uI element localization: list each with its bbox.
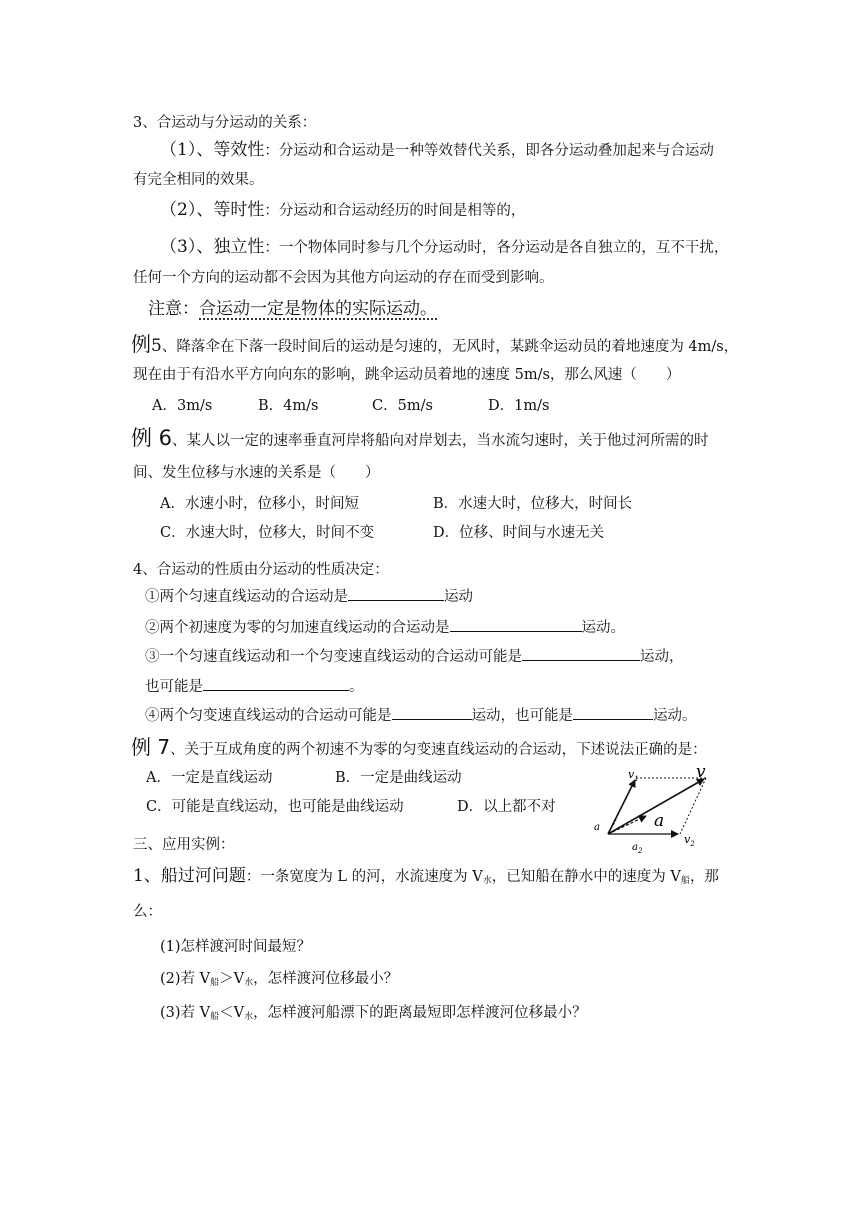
item1-text-a: ①两个匀速直线运动的合运动是	[145, 589, 348, 605]
note-text: 合运动一定是物体的实际运动。	[199, 299, 437, 319]
ex7-option-d: D．以上都不对	[457, 799, 556, 815]
ex5-line1	[131, 334, 738, 357]
ex6-option-c: C．水速大时，位移大，时间不变	[160, 525, 375, 541]
label-a-small: a	[594, 822, 600, 833]
ex6-option-d: D．位移、时间与水速无关	[433, 525, 605, 541]
q1-text-c: ，那	[689, 869, 719, 885]
section3-point2	[160, 200, 525, 221]
q1-heading: 1、船过河问题	[133, 866, 246, 886]
section4-item2	[145, 617, 625, 638]
section3-point3-cont: 任何一个方向的运动都不会因为其他方向运动的存在而受到影响。	[133, 270, 554, 286]
point3-text: ：一个物体同时参与几个分运动时，各分运动是各自独立的，互不干扰，	[264, 240, 729, 256]
ex6-line1	[131, 428, 709, 451]
ex7-line1	[131, 737, 707, 760]
item4-text-a: ④两个匀变速直线运动的合运动可能是	[145, 708, 392, 724]
label-a: a	[654, 811, 665, 831]
section3-title: 3、合运动与分运动的关系：	[133, 115, 317, 131]
q1-text-b: ，已知船在静水中的速度为 V	[491, 869, 681, 885]
apply-q1-line2: 么：	[133, 904, 162, 920]
ex6-text1: 、某人以一定的速率垂直河岸将船向对岸划去，当水流匀速时，关于他过河所需的时	[172, 433, 709, 449]
label-v: v	[696, 764, 706, 782]
ex6-option-a: A．水速小时，位移小，时间短	[160, 496, 359, 512]
ex5-line2: 现在由于有沿水平方向向东的影响，跳伞运动员着地的速度 5m/s，那么风速（ ）	[133, 367, 681, 383]
label-v2: $v_2$	[684, 833, 695, 848]
ex6-line2: 间、发生位移与水速的关系是（ ）	[133, 465, 380, 481]
vector-parallelogram-diagram	[588, 764, 728, 856]
item2-blank	[450, 617, 582, 632]
point3-heading: （3）、独立性	[160, 237, 265, 257]
sub2-text-c: ，怎样渡河位移最小？	[253, 971, 399, 987]
ex5-option-a: A．3m/s	[152, 398, 213, 414]
section3-point3	[160, 237, 728, 258]
ex5-label: 例	[131, 332, 151, 356]
sub3-sub-water: 水	[244, 1012, 254, 1022]
sub2-text-b: ＞V	[219, 971, 245, 987]
ex5-option-b: B．4m/s	[258, 398, 319, 414]
apply-sub1: (1)怎样渡河时间最短？	[160, 939, 312, 955]
ex5-option-c: C．5m/s	[372, 398, 433, 414]
item2-text-a: ②两个初速度为零的匀加速直线运动的合运动是	[145, 620, 450, 636]
ex6-option-b: B．水速大时，位移大，时间长	[433, 496, 633, 512]
ex5-option-d: D．1m/s	[488, 398, 550, 414]
item4-text-b: 运动，也可能是	[471, 708, 573, 724]
item1-text-b: 运动	[444, 589, 473, 605]
note-label: 注意：	[148, 299, 199, 319]
ex7-label: 例 7	[131, 735, 171, 759]
item1-blank	[348, 586, 444, 601]
ex7-option-a: A．一定是直线运动	[146, 770, 273, 786]
sub2-sub-boat: 船	[210, 978, 220, 988]
ex6-label: 例 6	[131, 426, 173, 450]
item4-blank1	[392, 705, 472, 720]
point1-heading: （1）、等效性	[160, 140, 265, 160]
item3-text-a: ③一个匀速直线运动和一个匀变速直线运动的合运动可能是	[145, 649, 522, 665]
item3-text-b: 运动，	[640, 649, 684, 665]
ex7-text1: 、关于互成角度的两个初速不为零的匀变速直线运动的合运动，下述说法正确的是：	[170, 742, 707, 758]
section4-item1	[145, 586, 473, 607]
item2-text-b: 运动。	[581, 620, 625, 636]
ex7-option-b: B．一定是曲线运动	[335, 770, 462, 786]
q1-sub-water: 水	[482, 876, 492, 886]
item3-text-d: 。	[349, 679, 364, 695]
q1-text-a: ：一条宽度为 L 的河，水流速度为 V	[245, 869, 483, 885]
sub3-text-a: (3)若 V	[160, 1005, 211, 1021]
sub2-sub-water: 水	[244, 978, 254, 988]
label-v1: $v_1$	[628, 768, 639, 783]
section4-item3-cont	[145, 676, 364, 697]
apply-q1-line1	[133, 866, 719, 891]
section4-item4	[145, 705, 697, 726]
sub3-text-b: ＜V	[219, 1005, 245, 1021]
apply-sub2	[160, 969, 398, 993]
item3-text-c: 也可能是	[145, 679, 203, 695]
point2-heading: （2）、等时性	[160, 200, 265, 220]
note-line	[148, 299, 437, 319]
item3-blank2	[203, 676, 349, 691]
section4-title: 4、合运动的性质由分运动的性质决定：	[133, 562, 389, 578]
label-a2: $a_2$	[632, 842, 643, 855]
section3-point1	[160, 140, 714, 161]
ex5-text1: 、降落伞在下落一段时间后的运动是匀速的，无风时，某跳伞运动员的着地速度为 4m/s，	[161, 339, 739, 355]
sub3-sub-boat: 船	[210, 1012, 220, 1022]
point2-text: ：分运动和合运动经历的时间是相等的，	[264, 203, 526, 219]
item3-blank1	[522, 646, 640, 661]
ex5-number: 5	[151, 336, 162, 356]
item4-blank2	[573, 705, 653, 720]
dotted-right-side	[680, 778, 706, 834]
sub2-text-a: (2)若 V	[160, 971, 211, 987]
section3-point1-cont: 有完全相同的效果。	[133, 172, 264, 188]
sub3-text-c: ，怎样渡河船漂下的距离最短即怎样渡河位移最小？	[253, 1005, 587, 1021]
apply-sub3	[160, 1003, 587, 1027]
point1-text: ：分运动和合运动是一种等效替代关系，即各分运动叠加起来与合运动	[264, 143, 714, 159]
item4-text-c: 运动。	[653, 708, 697, 724]
q1-sub-boat: 船	[680, 876, 690, 886]
apply-title: 三、应用实例：	[133, 837, 235, 853]
section4-item3	[145, 646, 684, 667]
ex7-option-c: C．可能是直线运动，也可能是曲线运动	[146, 799, 404, 815]
